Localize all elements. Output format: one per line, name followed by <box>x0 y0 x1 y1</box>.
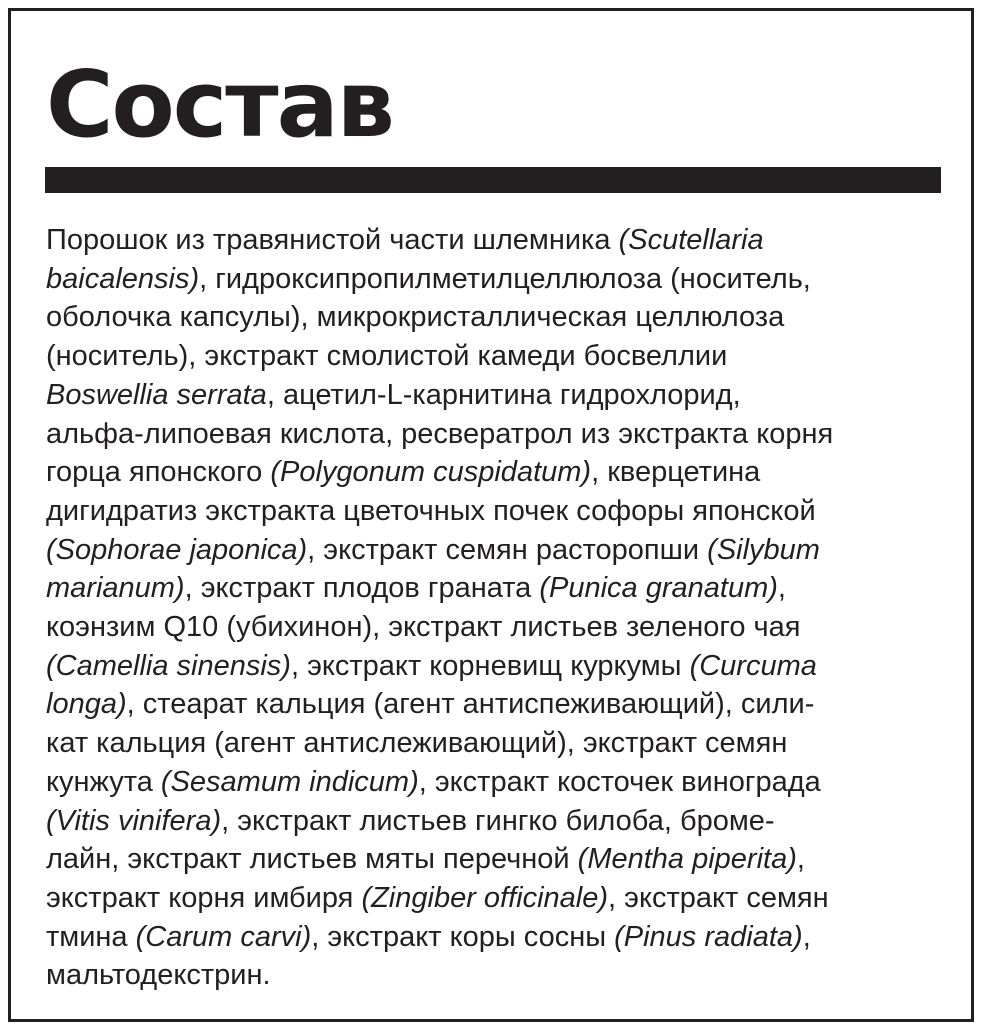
ingredient-line <box>46 879 833 918</box>
ingredient-line <box>46 415 833 454</box>
ingredient-text: лайн, экстракт листьев мяты перечной <box>46 843 578 876</box>
latin-name: (Carum carvi) <box>135 920 312 953</box>
ingredient-line <box>46 647 833 686</box>
ingredient-text: альфа-липоевая кислота, ресвератрол из экстракта корня <box>46 417 834 450</box>
ingredient-text: дигидратиз экстракта цветочных почек софоры японской <box>46 494 816 527</box>
heading-divider <box>45 167 941 193</box>
ingredient-text: , экстракт семян расторопши <box>307 533 708 566</box>
ingredient-text: тмина <box>46 920 136 953</box>
latin-name: (Camellia sinensis) <box>46 649 291 682</box>
ingredient-text: кат кальция (агент антислеживающий), экстракт семян <box>46 727 788 760</box>
ingredient-line <box>46 685 833 724</box>
ingredient-text: экстракт корня имбиря <box>46 881 362 914</box>
ingredient-text: , экстракт корневищ куркумы <box>290 649 690 682</box>
latin-name: (Polygonum cuspidatum) <box>270 456 592 489</box>
latin-name: Boswellia serrata <box>46 378 267 411</box>
latin-name: longa) <box>46 688 127 721</box>
latin-name: (Sophorae japonica) <box>46 533 308 566</box>
ingredient-text: (носитель), экстракт смолистой камеди босвеллии <box>46 340 728 373</box>
ingredient-line <box>46 763 833 802</box>
ingredient-text: , стеарат кальция (агент антиспеживающий), сили- <box>126 688 815 721</box>
ingredient-line <box>46 724 833 763</box>
ingredient-text: , кверцетина <box>591 456 761 489</box>
ingredient-text: , экстракт коры сосны <box>311 920 615 953</box>
ingredient-text: , экстракт косточек винограда <box>418 765 821 798</box>
ingredient-text: , <box>802 920 811 953</box>
latin-name: (Mentha piperita) <box>577 843 797 876</box>
ingredient-text: горца японского <box>46 456 271 489</box>
ingredient-line <box>46 531 833 570</box>
ingredient-text: , гидроксипропилметилцеллюлоза (носитель, <box>199 262 811 295</box>
latin-name: (Pinus radiata) <box>614 920 803 953</box>
ingredient-text: , <box>796 843 805 876</box>
latin-name: (Sesamum indicum) <box>160 765 419 798</box>
ingredient-text: оболочка капсулы), микрокристаллическая целлюлоза <box>46 301 785 334</box>
ingredient-line <box>46 453 833 492</box>
ingredient-text: мальтодекстрин. <box>46 959 271 992</box>
ingredient-text: , экстракт листьев гингко билоба, броме- <box>221 804 775 837</box>
ingredient-line <box>46 298 833 337</box>
latin-name: (Vitis vinifera) <box>46 804 222 837</box>
ingredient-line <box>46 956 833 995</box>
latin-name: baicalensis) <box>46 262 200 295</box>
ingredient-line <box>46 376 833 415</box>
latin-name: (Silybum <box>707 533 820 566</box>
ingredient-line <box>46 840 833 879</box>
ingredient-text: , экстракт семян <box>608 881 829 914</box>
ingredient-line <box>46 221 833 260</box>
ingredient-line <box>46 337 833 376</box>
ingredient-line <box>46 260 833 299</box>
latin-name: (Zingiber officinale) <box>361 881 609 914</box>
ingredient-text: Порошок из травянистой части шлемника <box>46 224 619 256</box>
latin-name: (Curcuma <box>689 649 817 682</box>
ingredient-line <box>46 608 833 647</box>
ingredient-line <box>46 492 833 531</box>
latin-name: (Punica granatum) <box>539 572 778 605</box>
composition-panel <box>8 8 974 1022</box>
latin-name: marianum) <box>46 572 185 605</box>
ingredient-line <box>46 569 833 608</box>
ingredients-text <box>46 221 833 995</box>
composition-heading: Состав <box>46 51 393 158</box>
ingredient-text: кунжута <box>46 765 161 798</box>
ingredient-text: , ацетил-L-карнитина гидрохлорид, <box>266 378 741 411</box>
latin-name: (Scutellaria <box>618 224 764 256</box>
ingredient-line <box>46 802 833 841</box>
ingredient-text: , <box>777 572 786 605</box>
ingredient-text: , экстракт плодов граната <box>184 572 540 605</box>
ingredient-text: коэнзим Q10 (убихинон), экстракт листьев зеленого чая <box>46 611 801 644</box>
ingredient-line <box>46 918 833 957</box>
